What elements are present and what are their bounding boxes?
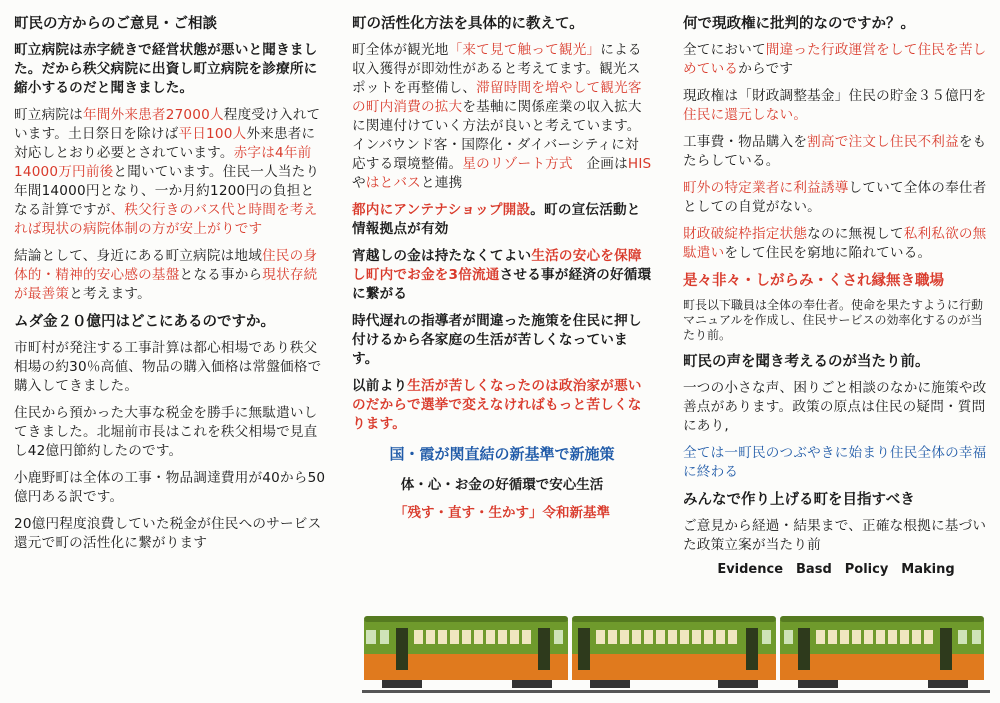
train-illustration [362,598,990,698]
heading-criticism: 何で現政権に批判的なのですか？。 [683,16,915,32]
service-paragraph: 20億円程度浪費していた税金が住民へのサービス還元で町の活性化に繋がります [14,516,322,551]
staff-paragraph: 町長以下職員は全体の奉仕者。使命を果たすように行動マニュアルを作成し、住民サービスの効率化するのが当たり前。 [683,298,984,342]
budget-paragraph: 小鹿野町は全体の工事・物品調達費用が40から50億円ある訳です。 [14,470,326,505]
bankruptcy-paragraph: 財政破綻枠指定状態なのに無視して私利私欲の無駄遣いをして住民を窮地に陥れている。 [683,226,987,261]
administration-paragraph: 全てにおいて間違った行政運営をして住民を苦しめているからです [683,42,987,77]
heading-workplace: 是々非々・しがらみ・くされ縁無き職場 [683,273,944,289]
slogan-reiwa: 「残す・直す・生かす」令和新基準 [394,505,610,521]
train-car-middle [572,616,776,680]
policy-paragraph: ご意見から経過・結果まで、正確な根拠に基づいた政策立案が当たり前 [683,518,987,553]
leader-paragraph: 時代遅れの指導者が間違った施策を住民に押し付けるから各家庭の生活が苦しくなっています。 [352,313,642,367]
intro-paragraph: 町立病院は赤字続きで経営状態が悪いと聞きました。だから秩父病院に出資し町立病院を診療所に縮小するのだと聞きました。 [14,42,318,96]
column-right [683,14,989,577]
economy-paragraph: 宵越しの金は持たなくてよい生活の安心を保障し町内でお金を3倍流通させる事が経済の好循環に繋がる [352,248,652,302]
voices-paragraph: 一つの小さな声、困りごと相談のなかに施策や改善点があります。政策の原点は住民の疑問・質問にあり, [683,380,987,434]
train-car-left [364,616,568,680]
happiness-paragraph: 全ては一町民のつぶやきに始まり住民全体の幸福に終わる [683,445,987,480]
slogan-new-standard: 国・霞が関直結の新基準で新施策 [389,445,615,463]
conclusion-paragraph: 結論として、身近にある町立病院は地域住民の身体的・精神的安心感の基盤となる事から現状存続が最善策と考えます。 [14,248,318,302]
tax-paragraph: 住民から預かった大事な税金を勝手に無駄遣いしてきました。北堀前市長はこれを秩父相場で見直し42億円節約したのです。 [14,405,318,459]
slogan-good-cycle: 体・心・お金の好循環で安心生活 [400,477,604,493]
hospital-paragraph: 町立病院は年間外来患者27000人程度受け入れています。土日祭日を除けば平日100人外来患者に対応しとおり必要とされています。赤字は4年前14000万円前後と聞いています。住民一人当たり年間14000円となり、一か月約1200円の負担となる計算ですが、秩父行きのバス代と時間を考えれば現状の病院体制の方が安上がりです [14,107,321,237]
column-center [352,14,652,521]
fund-paragraph: 現政権は「財政調整基金」住民の貯金３５億円を住民に還元しない。 [683,88,987,123]
column-left [14,14,326,561]
train-car-right [780,616,984,680]
tourism-paragraph: 町全体が観光地「来て見て触って観光」による収入獲得が即効性があると考えてます。観光スポットを再整備し、滞留時間を増やして観光客の町内消費の拡大を基軸に関係産業の収入拡大に関連付けていく方法が良いと考えています。インバウンド客・国際化・ダイバーシティに対応する環境整備。星のリゾート方式 企画はHISやはとバスと連携 [352,42,652,191]
heading-revitalization: 町の活性化方法を具体的に教えて。 [352,16,584,32]
antenna-shop-paragraph: 都内にアンテナショップ開設。町の宣伝活動と情報拠点が有効 [352,202,641,237]
heading-opinions: 町民の方からのご意見・ご相談 [14,16,217,32]
construction-paragraph: 市町村が発注する工事計算は都心相場であり秩父相場の約30％高値、物品の購入価格は常盤価格で購入してきました。 [14,340,322,394]
election-paragraph: 以前より生活が苦しくなったのは政治家が悪いのだからで選挙で変えなければもっと苦しくなります。 [352,378,642,432]
heading-waste-money: ムダ金２０億円はどこにあるのですか。 [14,314,275,330]
heading-build-town: みんなで作り上げる町を目指すべき [683,492,915,508]
ebpm-line: Evidence Basd Policy Making [717,562,955,577]
favoritism-paragraph: 町外の特定業者に利益誘導していて全体の奉仕者としての自覚がない。 [683,180,987,215]
heading-voices: 町民の声を聞き考えるのが当たり前。 [683,354,930,370]
procurement-paragraph: 工事費・物品購入を割高で注文し住民不利益をもたらしている。 [683,134,987,169]
train-wheels [382,680,968,688]
